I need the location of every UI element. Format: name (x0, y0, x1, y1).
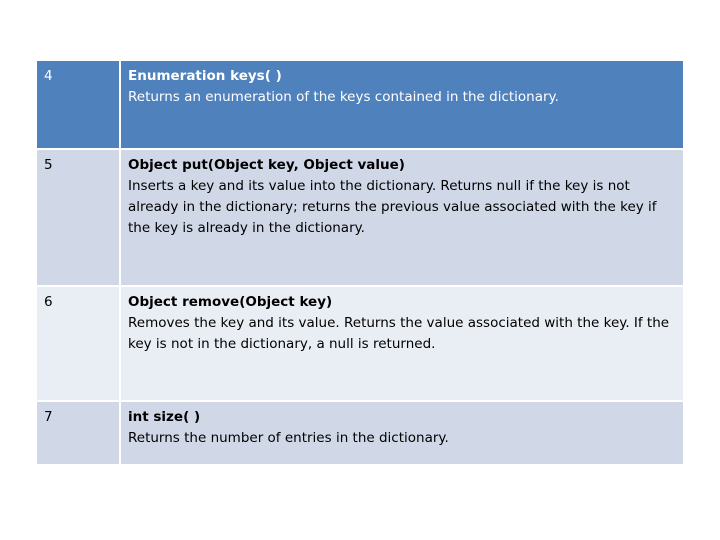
table-row (37, 61, 683, 149)
table-row (37, 401, 683, 464)
table-row (37, 149, 683, 286)
table-row (37, 286, 683, 401)
method-cell (120, 286, 683, 401)
row-number: 7 (37, 401, 120, 464)
row-number: 5 (37, 149, 120, 286)
method-description: Removes the key and its value. Returns the value associated with the key. If the key is not in the dictionary, a null is returned. (128, 315, 670, 352)
method-description: Returns the number of entries in the dictionary. (128, 430, 449, 446)
method-signature: Object put(Object key, Object value) (128, 157, 405, 173)
method-description: Inserts a key and its value into the dictionary. Returns null if the key is not already in the dictionary; returns the previous value associated with the key if the key is already in the dictionary. (128, 178, 657, 236)
method-description: Returns an enumeration of the keys contained in the dictionary. (128, 89, 559, 105)
method-signature: int size( ) (128, 409, 201, 425)
method-cell (120, 401, 683, 464)
method-signature: Enumeration keys( ) (128, 68, 282, 84)
method-cell (120, 61, 683, 149)
methods-table (37, 61, 683, 464)
method-signature: Object remove(Object key) (128, 294, 333, 310)
row-number: 6 (37, 286, 120, 401)
row-number: 4 (37, 61, 120, 149)
method-cell (120, 149, 683, 286)
